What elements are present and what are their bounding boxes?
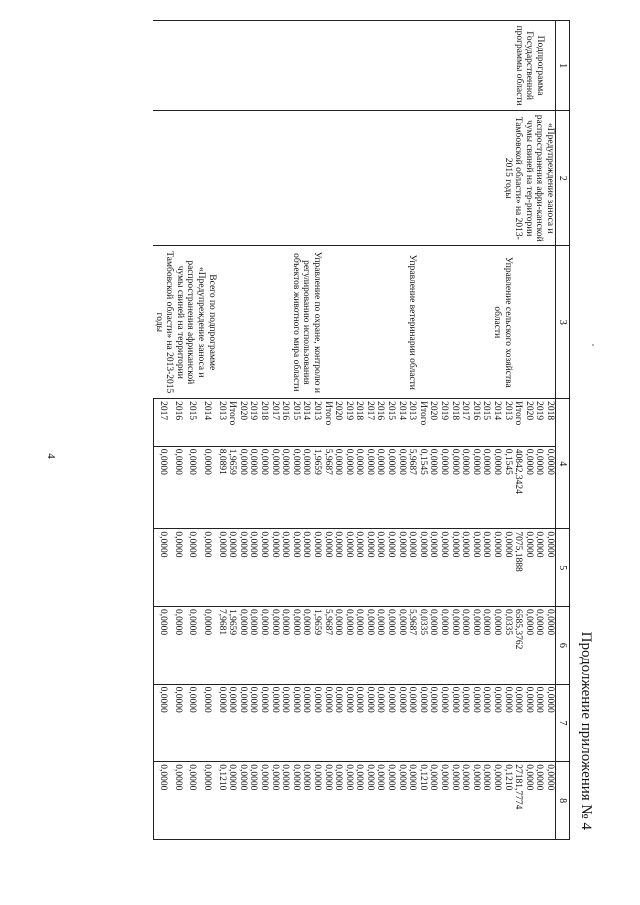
value-col6: 0,0000 — [386, 607, 397, 685]
value-col4: 0,0000 — [544, 446, 555, 529]
col-header-6: 6 — [556, 607, 570, 685]
value-col6: 0,0000 — [491, 607, 502, 685]
value-col7: 0,0000 — [375, 684, 386, 762]
value-col4: 5,9687 — [407, 446, 418, 529]
value-col5: 0,0000 — [386, 529, 397, 607]
value-col5: 0,0000 — [375, 529, 386, 607]
year-cell: 2014 — [197, 399, 212, 447]
value-col8: 0,0000 — [481, 762, 492, 840]
table-body — [153, 21, 555, 840]
col-header-5: 5 — [556, 529, 570, 607]
value-col7: 0,0000 — [197, 684, 212, 762]
value-col7: 0,0000 — [544, 684, 555, 762]
value-col7: 0,0000 — [227, 684, 238, 762]
value-col5: 0,0000 — [258, 529, 269, 607]
value-col6: 0,0000 — [364, 607, 375, 685]
value-col8: 0,0000 — [544, 762, 555, 840]
value-col6: 0,0000 — [269, 607, 280, 685]
value-col4: 0,0000 — [491, 446, 502, 529]
value-col7: 0,0000 — [438, 684, 449, 762]
value-col5: 0,0000 — [354, 529, 365, 607]
year-cell: 2015 — [183, 399, 198, 447]
value-col4: 0,0000 — [354, 446, 365, 529]
value-col4: 0,0000 — [153, 446, 168, 529]
value-col4: 0,0000 — [197, 446, 212, 529]
year-cell: 2020 — [428, 399, 439, 447]
value-col4: 0,0000 — [375, 446, 386, 529]
value-col8: 0,0000 — [237, 762, 248, 840]
value-col6: 0,0000 — [290, 607, 301, 685]
year-cell: 2013 — [311, 399, 322, 447]
value-col7: 0,0000 — [269, 684, 280, 762]
value-col5: 0,0000 — [153, 529, 168, 607]
col-header-3: 3 — [556, 246, 570, 399]
value-col6: 1,9659 — [311, 607, 322, 685]
value-col5: 0,0000 — [449, 529, 460, 607]
value-col4: 0,0000 — [364, 446, 375, 529]
value-col7: 0,0000 — [354, 684, 365, 762]
value-col4: 0,0000 — [333, 446, 344, 529]
year-cell: 2019 — [248, 399, 259, 447]
year-cell: 2014 — [396, 399, 407, 447]
year-cell: 2018 — [258, 399, 269, 447]
year-cell: 2015 — [481, 399, 492, 447]
rotated-sheet — [74, 20, 600, 850]
value-col4: 0,1545 — [417, 446, 428, 529]
value-col4: 0,0000 — [269, 446, 280, 529]
value-col7: 0,0000 — [280, 684, 291, 762]
year-cell: 2016 — [375, 399, 386, 447]
value-col7: 0,0000 — [168, 684, 183, 762]
value-col6: 0,0000 — [438, 607, 449, 685]
executor-name: Управление ветеринарии области — [407, 254, 418, 390]
value-col7: 0,0000 — [491, 684, 502, 762]
value-col7: 0,0000 — [396, 684, 407, 762]
year-cell: 2016 — [470, 399, 481, 447]
year-cell: 2018 — [449, 399, 460, 447]
value-col8: 0,0000 — [470, 762, 481, 840]
value-col4: 40842,3424 — [513, 446, 524, 529]
value-col7: 0,0000 — [460, 684, 471, 762]
value-col6: 1,9659 — [227, 607, 238, 685]
value-col8: 0,0000 — [364, 762, 375, 840]
budget-table — [153, 20, 570, 840]
value-col6: 0,0000 — [183, 607, 198, 685]
value-col6: 0,0000 — [343, 607, 354, 685]
subprogram-name: «Предупреждение заноса и распространения афри-канской чумы свиней на тер-ритории Тамбовской области» на 2013-2015 годы — [502, 114, 555, 242]
value-col4: 0,0000 — [470, 446, 481, 529]
value-col5: 7075,1888 — [513, 529, 524, 607]
value-col4: 0,0000 — [449, 446, 460, 529]
value-col4: 0,0000 — [280, 446, 291, 529]
executor-cell — [153, 246, 227, 399]
value-col6: 0,0000 — [197, 607, 212, 685]
value-col5: 0,0000 — [396, 529, 407, 607]
value-col5: 0,0000 — [237, 529, 248, 607]
value-col6: 0,0000 — [481, 607, 492, 685]
value-col8: 0,0000 — [280, 762, 291, 840]
value-col7: 0,0000 — [153, 684, 168, 762]
value-col4: 0,0000 — [168, 446, 183, 529]
value-col7: 0,0000 — [470, 684, 481, 762]
value-col5: 0,0000 — [322, 529, 333, 607]
value-col7: 0,0000 — [290, 684, 301, 762]
column-number-row — [556, 21, 570, 840]
value-col8: 0,0000 — [153, 762, 168, 840]
value-col6: 0,0335 — [417, 607, 428, 685]
year-cell: Итого — [227, 399, 238, 447]
value-col7: 0,0000 — [248, 684, 259, 762]
executor-name: Управление сельского хозяйства области — [492, 256, 513, 388]
value-col5: 0,0000 — [407, 529, 418, 607]
value-col8: 0,0000 — [183, 762, 198, 840]
value-col7: 0,0000 — [311, 684, 322, 762]
value-col6: 0,0000 — [248, 607, 259, 685]
value-col4: 0,0000 — [428, 446, 439, 529]
executor-cell — [417, 246, 512, 399]
year-cell: 2016 — [280, 399, 291, 447]
col-header-8: 8 — [556, 762, 570, 840]
value-col7: 0,0000 — [322, 684, 333, 762]
value-col5: 0,0000 — [269, 529, 280, 607]
year-cell: 2017 — [269, 399, 280, 447]
subprogram-name-cell — [153, 111, 555, 246]
value-col8: 0,0000 — [386, 762, 397, 840]
year-cell: 2020 — [523, 399, 534, 447]
value-col8: 27181,7774 — [513, 762, 524, 840]
value-col7: 0,0000 — [417, 684, 428, 762]
year-cell: 2018 — [354, 399, 365, 447]
year-cell: 2014 — [301, 399, 312, 447]
value-col6: 0,0000 — [396, 607, 407, 685]
value-col5: 0,0000 — [502, 529, 513, 607]
value-col7: 0,0000 — [183, 684, 198, 762]
value-col6: 0,0000 — [544, 607, 555, 685]
value-col4: 0,0000 — [386, 446, 397, 529]
value-col7: 0,0000 — [428, 684, 439, 762]
col-header-4: 4 — [556, 399, 570, 529]
value-col8: 0,0000 — [428, 762, 439, 840]
value-col8: 0,0000 — [258, 762, 269, 840]
value-col8: 0,0000 — [491, 762, 502, 840]
value-col5: 0,0000 — [470, 529, 481, 607]
value-col8: 0,0000 — [438, 762, 449, 840]
value-col5: 0,0000 — [417, 529, 428, 607]
col-header-7: 7 — [556, 684, 570, 762]
value-col4: 0,0000 — [438, 446, 449, 529]
value-col5: 0,0000 — [168, 529, 183, 607]
value-col6: 0,0000 — [470, 607, 481, 685]
value-col5: 0,0000 — [183, 529, 198, 607]
value-col6: 0,0000 — [460, 607, 471, 685]
value-col4: 5,9687 — [322, 446, 333, 529]
value-col8: 0,0000 — [290, 762, 301, 840]
table-row — [544, 21, 555, 840]
value-col6: 0,0000 — [168, 607, 183, 685]
value-col8: 0,1210 — [212, 762, 227, 840]
value-col4: 0,0000 — [237, 446, 248, 529]
value-col8: 0,0000 — [407, 762, 418, 840]
value-col4: 0,0000 — [290, 446, 301, 529]
value-col5: 0,0000 — [343, 529, 354, 607]
value-col6: 0,0000 — [449, 607, 460, 685]
value-col6: 0,0000 — [523, 607, 534, 685]
year-cell: 2017 — [153, 399, 168, 447]
value-col6: 0,0000 — [375, 607, 386, 685]
value-col6: 0,0000 — [354, 607, 365, 685]
value-col6: 0,0000 — [333, 607, 344, 685]
value-col8: 0,0000 — [396, 762, 407, 840]
value-col4: 0,0000 — [183, 446, 198, 529]
value-col5: 0,0000 — [523, 529, 534, 607]
value-col7: 0,0000 — [258, 684, 269, 762]
value-col5: 0,0000 — [438, 529, 449, 607]
program-label: Подпрограмма Государственной программы области — [513, 25, 545, 106]
page-number: 4 — [44, 453, 57, 459]
value-col6: 0,0000 — [428, 607, 439, 685]
value-col8: 0,0000 — [354, 762, 365, 840]
value-col7: 0,0000 — [343, 684, 354, 762]
value-col8: 0,1210 — [502, 762, 513, 840]
value-col7: 0,0000 — [386, 684, 397, 762]
value-col8: 0,0000 — [523, 762, 534, 840]
value-col8: 0,0000 — [269, 762, 280, 840]
value-col8: 0,0000 — [460, 762, 471, 840]
year-cell: Итого — [513, 399, 524, 447]
executor-cell — [513, 246, 556, 399]
year-cell: 2020 — [237, 399, 248, 447]
value-col4: 0,0000 — [396, 446, 407, 529]
value-col6: 0,0000 — [301, 607, 312, 685]
value-col8: 0,0000 — [449, 762, 460, 840]
value-col5: 0,0000 — [534, 529, 545, 607]
value-col7: 0,0000 — [534, 684, 545, 762]
value-col5: 0,0000 — [197, 529, 212, 607]
value-col8: 0,0000 — [227, 762, 238, 840]
value-col4: 0,0000 — [301, 446, 312, 529]
year-cell: 2019 — [343, 399, 354, 447]
value-col6: 0,0000 — [280, 607, 291, 685]
appendix-continuation-title: Продолжение приложения № 4 — [578, 631, 594, 830]
value-col7: 0,0000 — [364, 684, 375, 762]
value-col6: 0,0000 — [258, 607, 269, 685]
value-col5: 0,0000 — [491, 529, 502, 607]
value-col6: 0,0000 — [237, 607, 248, 685]
value-col8: 0,0000 — [375, 762, 386, 840]
value-col6: 7,9681 — [212, 607, 227, 685]
value-col7: 0,0000 — [407, 684, 418, 762]
value-col7: 0,0000 — [301, 684, 312, 762]
col-header-2: 2 — [556, 111, 570, 246]
value-col4: 0,0000 — [460, 446, 471, 529]
value-col5: 0,0000 — [544, 529, 555, 607]
value-col4: 0,1545 — [502, 446, 513, 529]
year-cell: 2013 — [212, 399, 227, 447]
value-col7: 0,0000 — [237, 684, 248, 762]
value-col8: 0,0000 — [301, 762, 312, 840]
value-col5: 0,0000 — [280, 529, 291, 607]
value-col5: 0,0000 — [227, 529, 238, 607]
year-cell: 2018 — [544, 399, 555, 447]
executor-cell — [227, 246, 322, 399]
year-cell: Итого — [322, 399, 333, 447]
value-col6: 5,9687 — [322, 607, 333, 685]
year-cell: 2013 — [502, 399, 513, 447]
year-cell: Итого — [417, 399, 428, 447]
value-col6: 6585,3762 — [513, 607, 524, 685]
value-col7: 0,0000 — [333, 684, 344, 762]
value-col8: 0,0000 — [311, 762, 322, 840]
value-col5: 0,0000 — [301, 529, 312, 607]
value-col8: 0,0000 — [248, 762, 259, 840]
value-col4: 0,0000 — [258, 446, 269, 529]
value-col8: 0,0000 — [322, 762, 333, 840]
year-cell: 2017 — [460, 399, 471, 447]
executor-name: Управление по охране, контролю и регулированию использования объектов животного мира области — [290, 251, 322, 393]
value-col4: 0,0000 — [523, 446, 534, 529]
program-label-cell — [153, 21, 555, 111]
value-col5: 0,0000 — [311, 529, 322, 607]
value-col6: 0,0000 — [534, 607, 545, 685]
value-col5: 0,0000 — [333, 529, 344, 607]
value-col8: 0,0000 — [333, 762, 344, 840]
value-col4: 8,0891 — [212, 446, 227, 529]
value-col8: 0,0000 — [343, 762, 354, 840]
value-col4: 0,0000 — [248, 446, 259, 529]
value-col7: 0,0000 — [523, 684, 534, 762]
value-col4: 1,9659 — [311, 446, 322, 529]
value-col6: 5,9687 — [407, 607, 418, 685]
value-col8: 0,1210 — [417, 762, 428, 840]
value-col4: 0,0000 — [343, 446, 354, 529]
value-col7: 0,0000 — [449, 684, 460, 762]
col-header-1: 1 — [556, 21, 570, 111]
value-col4: 0,0000 — [534, 446, 545, 529]
value-col4: 1,9659 — [227, 446, 238, 529]
value-col5: 0,0000 — [428, 529, 439, 607]
value-col8: 0,0000 — [197, 762, 212, 840]
value-col8: 0,0000 — [534, 762, 545, 840]
value-col6: 0,0335 — [502, 607, 513, 685]
value-col4: 0,0000 — [481, 446, 492, 529]
year-cell: 2019 — [438, 399, 449, 447]
year-cell: 2015 — [290, 399, 301, 447]
executor-cell — [322, 246, 417, 399]
value-col7: 0,0000 — [502, 684, 513, 762]
value-col5: 0,0000 — [460, 529, 471, 607]
value-col5: 0,0000 — [248, 529, 259, 607]
value-col5: 0,0000 — [290, 529, 301, 607]
year-cell: 2014 — [491, 399, 502, 447]
year-cell: 2015 — [386, 399, 397, 447]
value-col8: 0,0000 — [168, 762, 183, 840]
year-cell: 2013 — [407, 399, 418, 447]
value-col6: 0,0000 — [153, 607, 168, 685]
value-col5: 0,0000 — [481, 529, 492, 607]
year-cell: 2017 — [364, 399, 375, 447]
year-cell: 2016 — [168, 399, 183, 447]
year-cell: 2020 — [333, 399, 344, 447]
value-col7: 0,0000 — [212, 684, 227, 762]
year-cell: 2019 — [534, 399, 545, 447]
value-col7: 0,0000 — [481, 684, 492, 762]
executor-name: Всего по подпрограмме «Предупреждение заноса и распространения африканской чумы свиней на территории Тамбовской области» на 2013-2015 годы — [153, 251, 217, 394]
value-col5: 0,0000 — [364, 529, 375, 607]
value-col7: 0,0000 — [513, 684, 524, 762]
value-col5: 0,0000 — [212, 529, 227, 607]
